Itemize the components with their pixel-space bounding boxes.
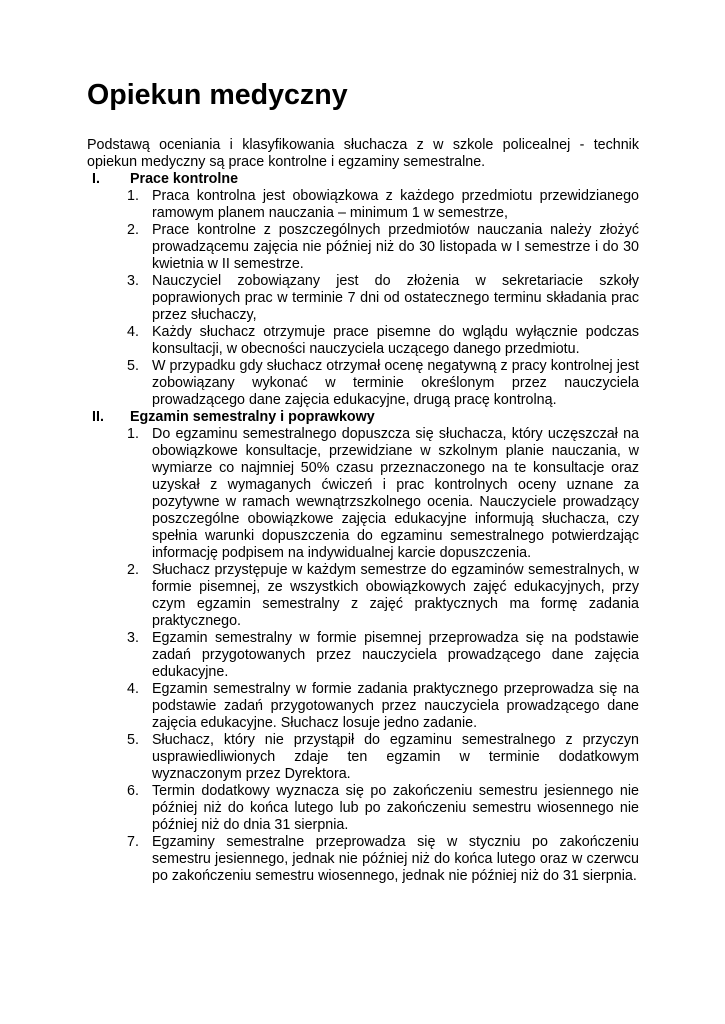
list-item — [87, 834, 639, 885]
item-text: Do egzaminu semestralnego dopuszcza się słuchacza, który uczęszczał na obowiązkowe konsultacje, przewidziane w szkolnym planie nauczania, w wymiarze co najmniej 50% czasu przeznaczonego na te konsultacje oraz uzyskał z wymaganych ćwiczeń i prac kontrolnych oceny uznane za pozytywne w ramach wewnątrzszkolnego ocenia. Nauczyciele prowadzący poszczególne obowiązkowe zajęcia edukacyjne informują słuchacza, czy spełnia warunki dopuszczenia do egzaminu semestralnego potwierdzając informację podpisem na indywidualnej karcie dopuszczenia. — [152, 426, 639, 561]
item-text: W przypadku gdy słuchacz otrzymał ocenę negatywną z pracy kontrolnej jest zobowiązany wykonać w terminie określonym przez nauczyciela prowadzącego dane zajęcia edukacyjne, drugą pracę kontrolną. — [152, 358, 639, 408]
list-item — [87, 188, 639, 222]
list-item — [87, 324, 639, 358]
item-text: Egzamin semestralny w formie pisemnej przeprowadza się na podstawie zadań przygotowanych przez nauczyciela prowadzącego dane zajęcia edukacyjne. — [152, 630, 639, 680]
section-heading — [87, 171, 639, 188]
section-number: I. — [92, 171, 100, 187]
item-number: 1. — [127, 188, 139, 204]
item-text: Egzaminy semestralne przeprowadza się w styczniu po zakończeniu semestru jesiennego, jednak nie później niż do końca lutego oraz w czerwcu po zakończeniu semestru wiosennego, jednak nie później niż do 31 sierpnia. — [152, 834, 639, 884]
section-items — [87, 426, 639, 885]
item-number: 5. — [127, 358, 139, 374]
list-item — [87, 426, 639, 562]
item-number: 3. — [127, 630, 139, 646]
item-number: 3. — [127, 273, 139, 289]
section-title: Prace kontrolne — [130, 171, 239, 187]
list-item — [87, 562, 639, 630]
section-number: II. — [92, 409, 104, 425]
item-number: 2. — [127, 562, 139, 578]
item-number: 7. — [127, 834, 139, 850]
section-heading — [87, 409, 639, 426]
section-egzamin-semestralny — [87, 409, 639, 885]
item-number: 2. — [127, 222, 139, 238]
item-text: Słuchacz, który nie przystąpił do egzaminu semestralnego z przyczyn usprawiedliwionych zdaje ten egzamin w terminie dodatkowym wyznaczonym przez Dyrektora. — [152, 732, 639, 782]
list-item — [87, 222, 639, 273]
item-text: Nauczyciel zobowiązany jest do złożenia w sekretariacie szkoły poprawionych prac w terminie 7 dni od ostatecznego terminu składania prac przez słuchaczy, — [152, 273, 639, 323]
item-number: 4. — [127, 324, 139, 340]
document-page — [87, 79, 639, 885]
list-item — [87, 783, 639, 834]
list-item — [87, 732, 639, 783]
item-number: 5. — [127, 732, 139, 748]
item-number: 4. — [127, 681, 139, 697]
section-prace-kontrolne — [87, 171, 639, 409]
item-text: Każdy słuchacz otrzymuje prace pisemne do wglądu wyłącznie podczas konsultacji, w obecności nauczyciela uczącego danego przedmiotu. — [152, 324, 639, 357]
item-text: Słuchacz przystępuje w każdym semestrze do egzaminów semestralnych, w formie pisemnej, ze wszystkich obowiązkowych zajęć edukacyjnych, przy czym egzamin semestralny z zajęć praktycznych ma formę zadania praktycznego. — [152, 562, 639, 629]
item-text: Prace kontrolne z poszczególnych przedmiotów nauczania należy złożyć prowadzącemu zajęcia nie później niż do 30 listopada w I semestrze i do 30 kwietnia w II semestrze. — [152, 222, 639, 272]
item-text: Egzamin semestralny w formie zadania praktycznego przeprowadza się na podstawie zadań przygotowanych przez nauczyciela prowadzącego dane zajęcia edukacyjne. Słuchacz losuje jedno zadanie. — [152, 681, 639, 731]
item-text: Praca kontrolna jest obowiązkowa z każdego przedmiotu przewidzianego ramowym planem nauczania – minimum 1 w semestrze, — [152, 188, 639, 221]
section-items — [87, 188, 639, 409]
item-number: 1. — [127, 426, 139, 442]
list-item — [87, 273, 639, 324]
section-title: Egzamin semestralny i poprawkowy — [130, 409, 375, 425]
intro-paragraph: Podstawą oceniania i klasyfikowania słuchacza z w szkole policealnej - technik opiekun medyczny są prace kontrolne i egzaminy semestralne. — [87, 137, 639, 170]
item-text: Termin dodatkowy wyznacza się po zakończeniu semestru jesiennego nie później niż do końca lutego lub po zakończeniu semestru wiosennego nie później niż do dnia 31 sierpnia. — [152, 783, 639, 833]
item-number: 6. — [127, 783, 139, 799]
list-item — [87, 630, 639, 681]
document-title: Opiekun medyczny — [87, 79, 348, 111]
list-item — [87, 358, 639, 409]
list-item — [87, 681, 639, 732]
